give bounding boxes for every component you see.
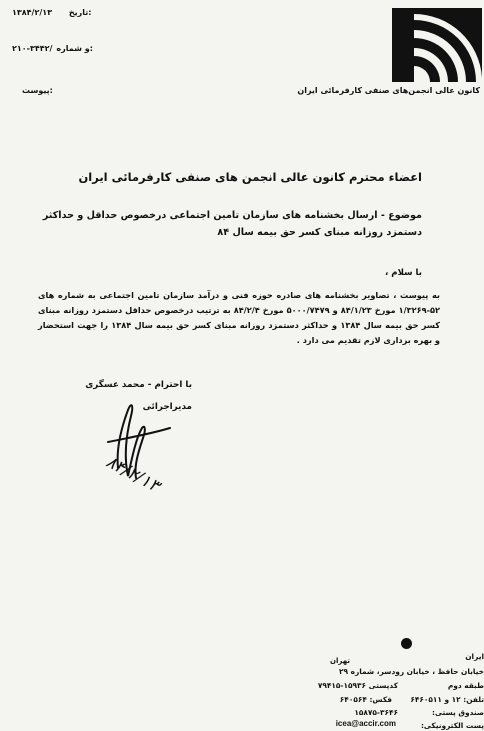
footer-po-box: ۱۵۸۷۵-۳۶۴۶ — [354, 708, 398, 717]
handwritten-date: ۸۴/۲/۱۳ — [102, 452, 163, 497]
footer-address: خیابان حافظ ، خیابان رودسر، شماره ۲۹ — [338, 667, 484, 676]
closing-regards: با احترام - محمد عسگری — [85, 380, 192, 390]
organization-logo — [392, 8, 482, 82]
number-value: ۲۱۰-۳۴۴۲/و — [12, 44, 90, 53]
footer-fax: فکس: ۶۴۰۵۶۴ — [339, 695, 392, 704]
footer-email[interactable]: icea@accir.com — [335, 719, 396, 728]
footer-country: ایران — [465, 652, 484, 661]
attachment-row — [22, 86, 53, 95]
addressee: اعضاء محترم کانون عالی انجمن های صنفی کارفرمائی ایران — [78, 170, 422, 184]
greeting: با سلام ، — [385, 268, 422, 278]
footer-postal-code: کدپستی ۱۵۹۳۶-۷۹۴۱۵ — [317, 681, 398, 690]
number-label: شماره: — [56, 44, 93, 53]
attachment-label: پیوست: — [22, 86, 53, 95]
footer-floor: طبقه دوم — [447, 681, 484, 690]
footer-email-label: پست الکترونیکی: — [420, 721, 484, 730]
subject: موضوع - ارسال بخشنامه های سازمان تامین اجتماعی درخصوص حداقل و حداکثر دستمزد روزانه مبنای کسر حق بیمه سال ۸۴ — [42, 210, 422, 238]
date-value: ۱۳۸۴/۲/۱۳ — [12, 8, 53, 17]
footer-po-box-label: صندوق پستی: — [432, 708, 484, 717]
number-row — [6, 44, 93, 53]
date-label: تاریخ: — [68, 8, 92, 17]
footer-city: تهران — [330, 657, 350, 665]
organization-name: کانون عالی انجمن‌های صنفی کارفرمائی ایران — [297, 86, 480, 95]
signer-title: مدیراجرائی — [142, 402, 192, 412]
date-row — [6, 8, 91, 17]
signal-waves-icon — [392, 8, 482, 82]
footer-phone: تلفن: ۱۲ و ۶۴۶۰۵۱۱ — [410, 695, 484, 704]
letter-body: به پیوست ، تصاویر بخشنامه های صادره حوزه فنی و درآمد سازمان تامین اجتماعی به شماره های ۵۲-۱/۳۲۶۹ مورخ ۸۴/۱/۲۳ و ۵۰۰۰/۷۴۷۹ مورخ ۸۴/۲/۴ به ترتیب درخصوص حداقل دستمزد روزانه مبنای کسر حق بیمه سال ۱۳۸۴ و حداکثر دستمزد روزانه مبنای کسر حق بیمه سال ۱۳۸۴ را جهت استحضار و بهره برداری لازم تقدیم می دارد . — [38, 290, 440, 345]
footer-bullet-icon — [401, 638, 412, 649]
